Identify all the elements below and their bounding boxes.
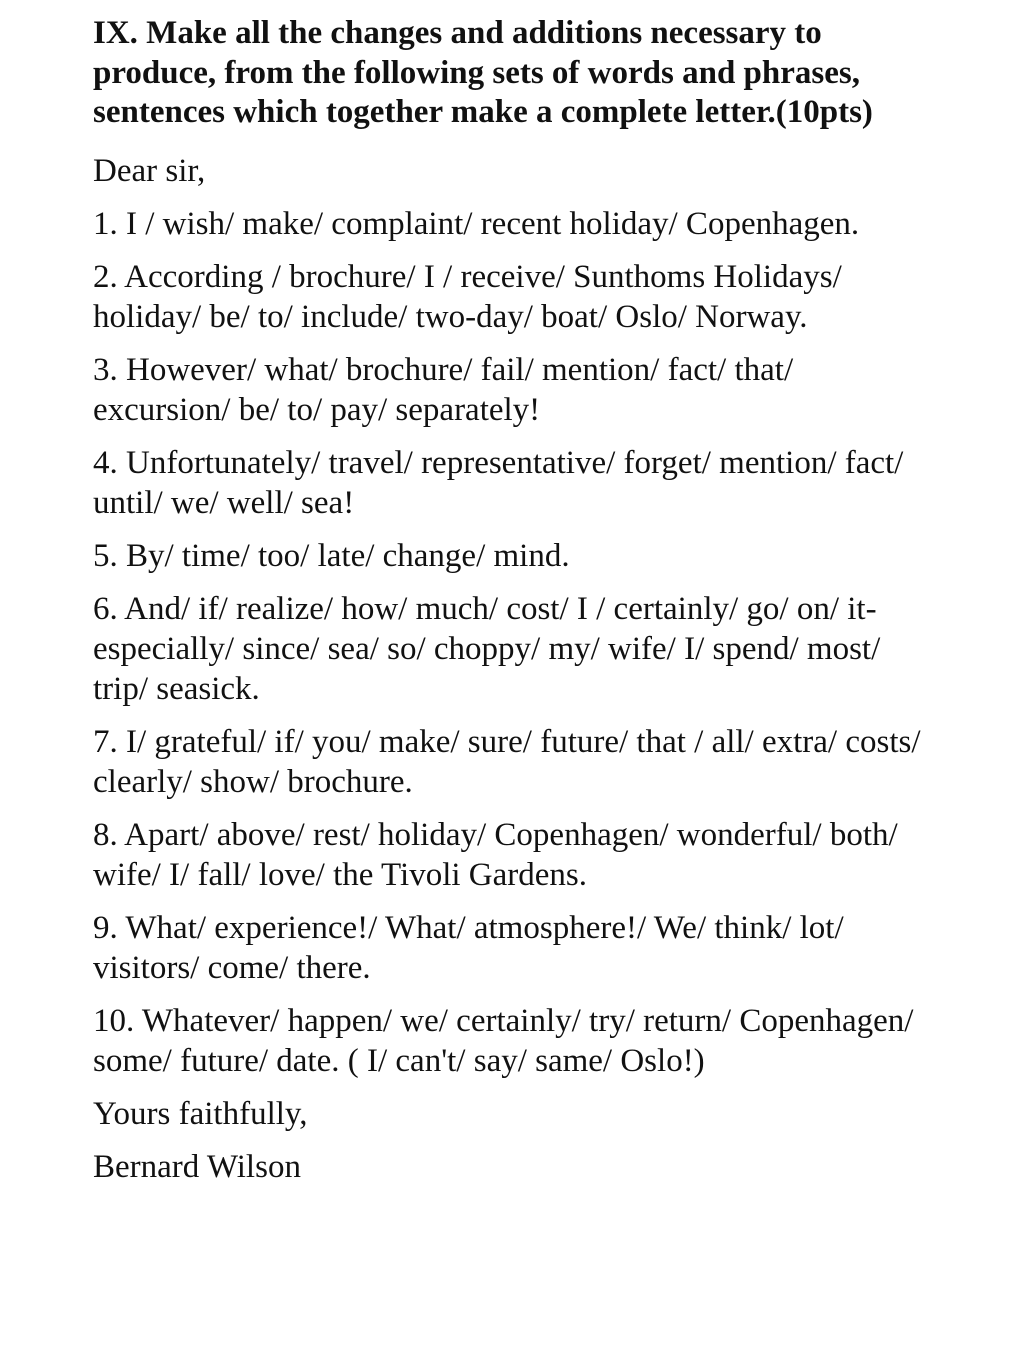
- letter-item-1: [93, 204, 973, 244]
- item-line: 3. However/ what/ brochure/ fail/ mention/ fact/ that/: [93, 351, 794, 388]
- item-line: 9. What/ experience!/ What/ atmosphere!/ We/ think/ lot/: [93, 909, 844, 946]
- item-line: 8. Apart/ above/ rest/ holiday/ Copenhagen/ wonderful/ both/: [93, 816, 898, 853]
- letter-item-10: [93, 1001, 973, 1081]
- letter-item-7: [93, 722, 973, 802]
- item-line: 10. Whatever/ happen/ we/ certainly/ try/ return/ Copenhagen/: [93, 1002, 914, 1039]
- heading-line: sentences which together make a complete letter.(10pts): [93, 94, 873, 130]
- letter-item-4: [93, 443, 973, 523]
- item-line: until/ we/ well/ sea!: [93, 484, 355, 521]
- item-line: 6. And/ if/ realize/ how/ much/ cost/ I / certainly/ go/ on/ it-: [93, 590, 877, 627]
- heading-line: produce, from the following sets of words and phrases,: [93, 54, 860, 91]
- item-line: 7. I/ grateful/ if/ you/ make/ sure/ future/ that / all/ extra/ costs/: [93, 723, 921, 760]
- item-line: some/ future/ date. ( I/ can't/ say/ same/ Oslo!): [93, 1042, 705, 1079]
- item-line: 4. Unfortunately/ travel/ representative/ forget/ mention/ fact/: [93, 444, 904, 481]
- item-line: holiday/ be/ to/ include/ two-day/ boat/ Oslo/ Norway.: [93, 298, 808, 335]
- item-line: 1. I / wish/ make/ complaint/ recent holiday/ Copenhagen.: [93, 205, 860, 242]
- item-line: trip/ seasick.: [93, 670, 260, 707]
- exercise-page: [93, 14, 973, 1200]
- letter-item-9: [93, 908, 973, 988]
- item-line: 2. According / brochure/ I / receive/ Sunthoms Holidays/: [93, 258, 842, 295]
- item-line: excursion/ be/ to/ pay/ separately!: [93, 391, 541, 428]
- letter-greeting: Dear sir,: [93, 152, 206, 189]
- item-line: visitors/ come/ there.: [93, 949, 371, 986]
- letter-closing: Yours faithfully,: [93, 1095, 308, 1132]
- item-line: especially/ since/ sea/ so/ choppy/ my/ wife/ I/ spend/ most/: [93, 630, 881, 667]
- item-line: wife/ I/ fall/ love/ the Tivoli Gardens.: [93, 856, 588, 893]
- letter-signature: Bernard Wilson: [93, 1148, 301, 1185]
- letter-item-6: [93, 589, 973, 709]
- letter-item-2: [93, 257, 973, 337]
- exercise-heading: [93, 14, 973, 133]
- letter-item-8: [93, 815, 973, 895]
- heading-line: IX. Make all the changes and additions necessary to: [93, 15, 822, 51]
- letter-item-5: [93, 536, 973, 576]
- letter-item-3: [93, 350, 973, 430]
- item-line: clearly/ show/ brochure.: [93, 763, 413, 800]
- item-line: 5. By/ time/ too/ late/ change/ mind.: [93, 537, 570, 574]
